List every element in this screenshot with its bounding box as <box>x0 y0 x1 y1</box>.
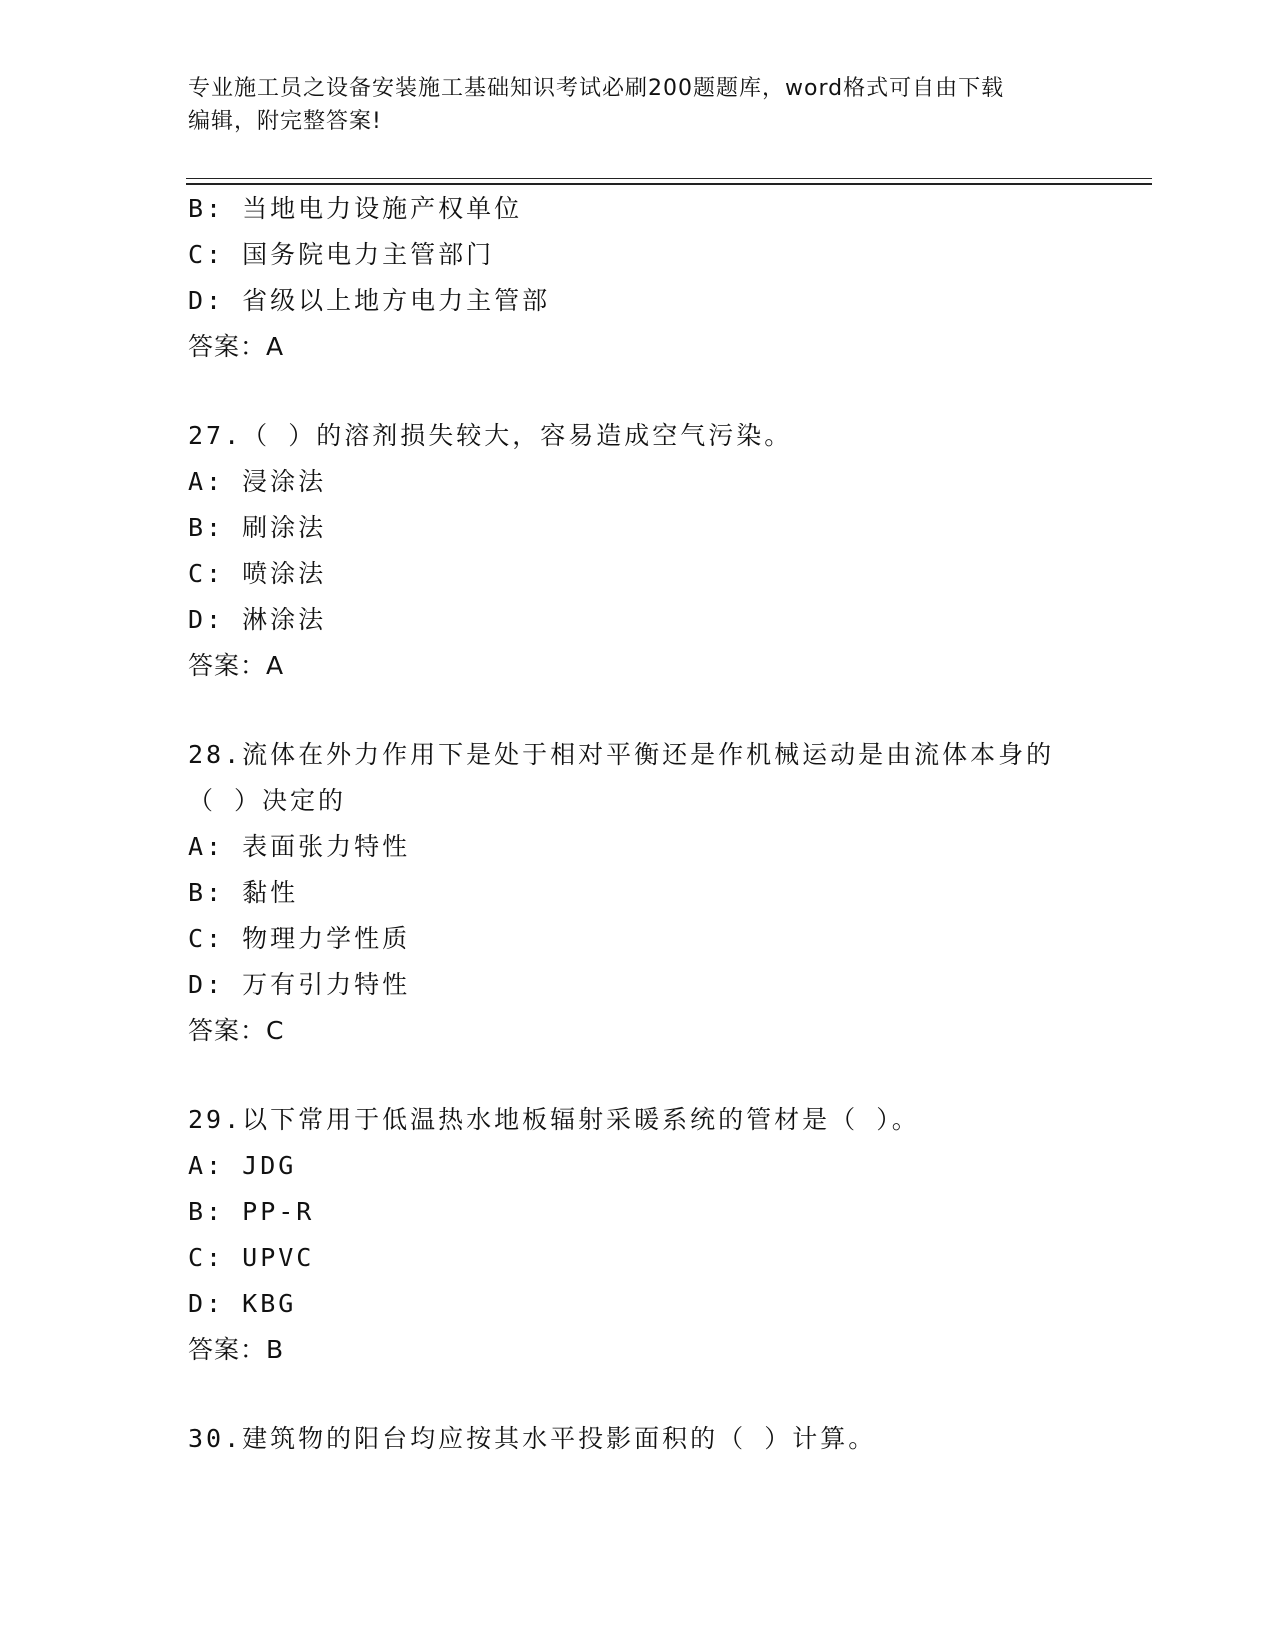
option-b: B: 当地电力设施产权单位 <box>188 194 523 223</box>
option-d: D: 万有引力特性 <box>188 970 411 999</box>
option-c: C: 国务院电力主管部门 <box>188 240 495 269</box>
spacer <box>188 689 1148 732</box>
option-a: A: JDG <box>188 1151 297 1180</box>
header-divider-thin <box>186 178 1152 179</box>
spacer <box>188 370 1148 413</box>
option-b: B: PP-R <box>188 1197 315 1226</box>
option-b: B: 刷涂法 <box>188 513 327 542</box>
question-28 <box>188 732 1148 1054</box>
document-header <box>188 72 1088 138</box>
spacer <box>188 1054 1148 1097</box>
option-a: A: 浸涂法 <box>188 467 327 496</box>
option-c: C: 物理力学性质 <box>188 924 411 953</box>
question-stem-line-2: （ ）决定的 <box>188 786 347 815</box>
question-26 <box>188 186 1148 370</box>
option-b: B: 黏性 <box>188 878 299 907</box>
header-title-line-2: 编辑，附完整答案! <box>188 109 382 134</box>
question-list <box>188 186 1148 1462</box>
option-d: D: 省级以上地方电力主管部 <box>188 286 551 315</box>
option-a: A: 表面张力特性 <box>188 832 411 861</box>
question-stem: 27.（ ）的溶剂损失较大，容易造成空气污染。 <box>188 421 793 450</box>
option-c: C: 喷涂法 <box>188 559 327 588</box>
answer: 答案：B <box>188 1335 285 1364</box>
question-stem: 29.以下常用于低温热水地板辐射采暖系统的管材是（ ）。 <box>188 1105 920 1134</box>
answer: 答案：A <box>188 332 285 361</box>
option-d: D: 淋涂法 <box>188 605 327 634</box>
question-stem: 30.建筑物的阳台均应按其水平投影面积的（ ）计算。 <box>188 1424 877 1453</box>
question-stem-line-1: 28.流体在外力作用下是处于相对平衡还是作机械运动是由流体本身的 <box>188 740 1055 769</box>
question-30 <box>188 1416 1148 1462</box>
answer: 答案：A <box>188 651 285 680</box>
question-29 <box>188 1097 1148 1373</box>
header-title-line-1: 专业施工员之设备安装施工基础知识考试必刷200题题库，word格式可自由下载 <box>188 76 1005 101</box>
header-divider-thick <box>186 183 1152 185</box>
option-d: D: KBG <box>188 1289 297 1318</box>
answer: 答案：C <box>188 1016 285 1045</box>
spacer <box>188 1373 1148 1416</box>
question-27 <box>188 413 1148 689</box>
option-c: C: UPVC <box>188 1243 315 1272</box>
